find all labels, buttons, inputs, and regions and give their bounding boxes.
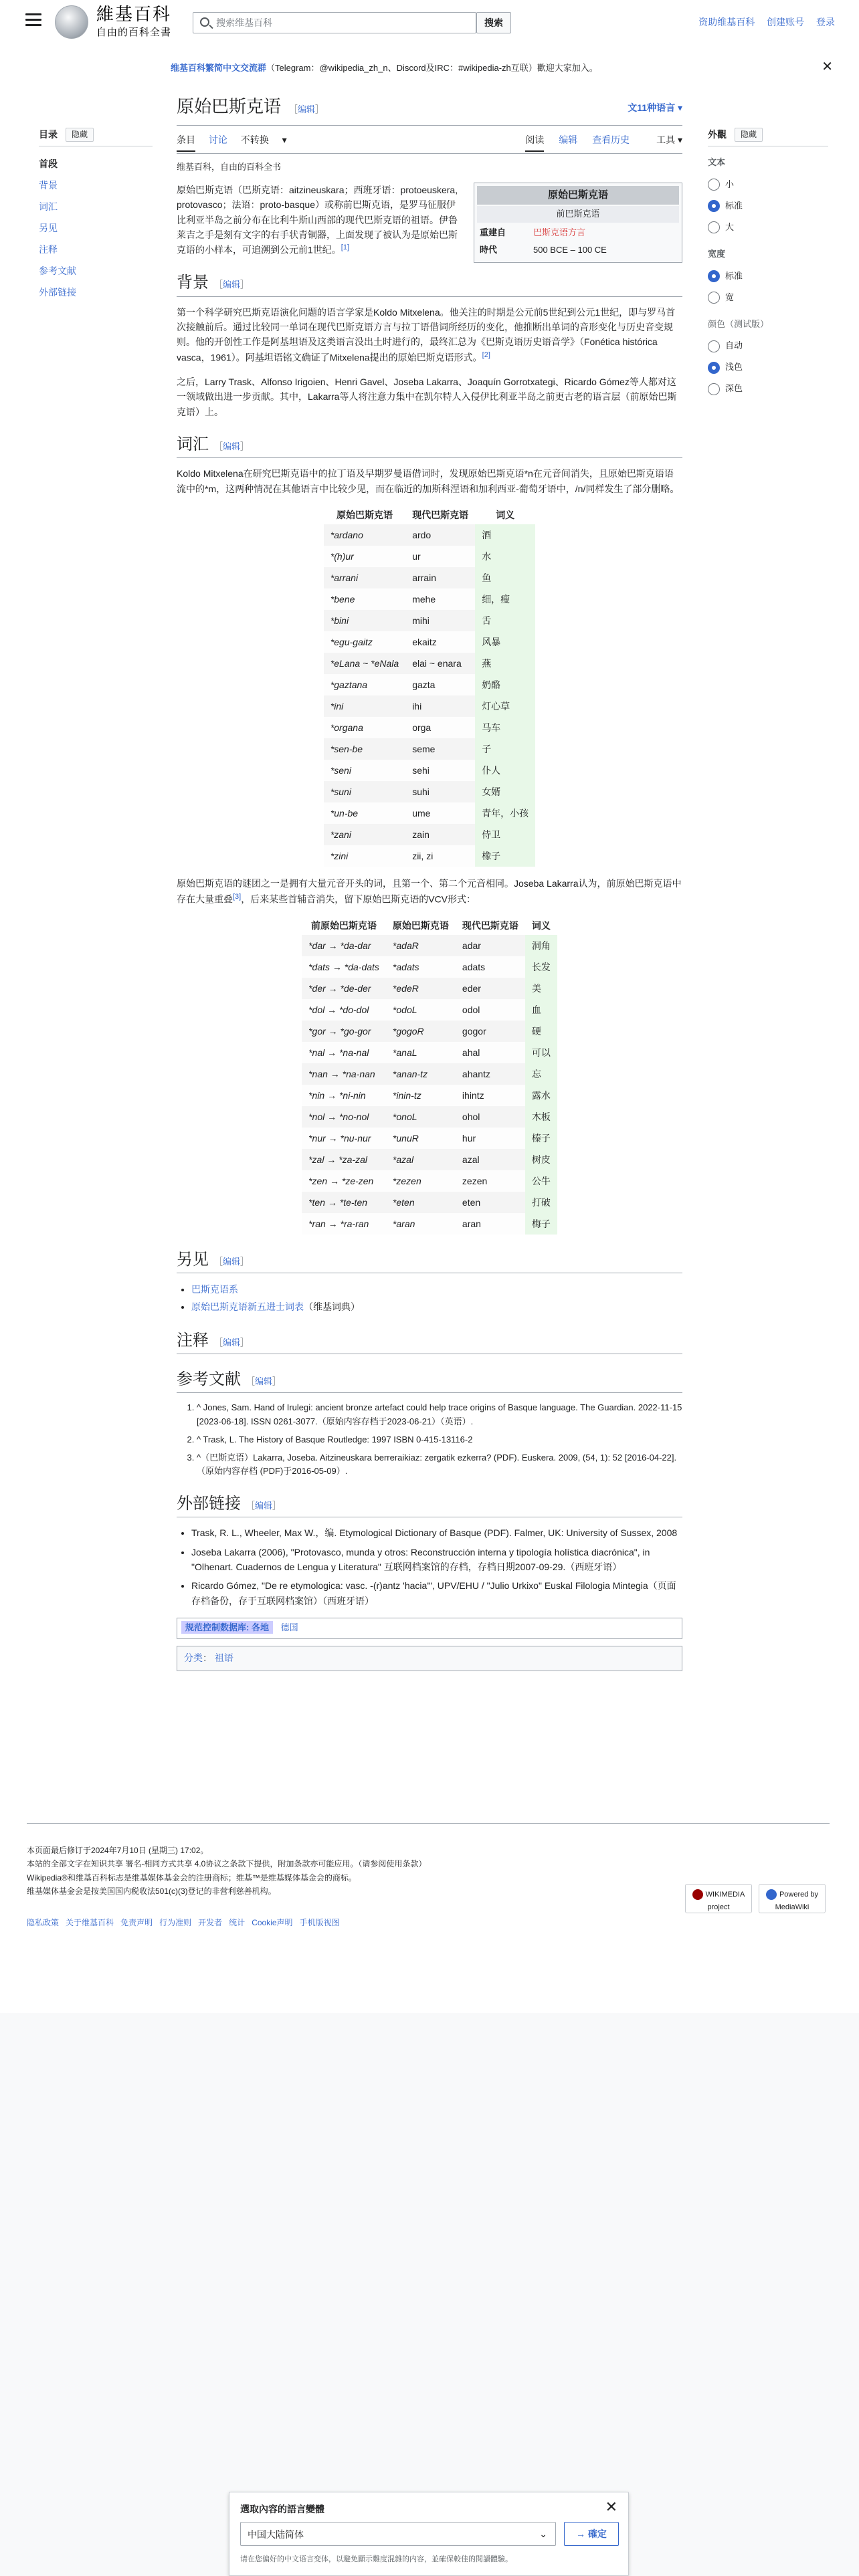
infobox-label: 重建自	[480, 227, 506, 237]
table-cell: *unuR	[386, 1128, 456, 1149]
chevron-down-icon: ⌄	[539, 2529, 547, 2539]
table-cell: *bini	[324, 610, 405, 631]
table-cell: *dar → *da-dar	[302, 935, 386, 956]
search-box	[193, 12, 476, 33]
table-cell: 子	[475, 738, 535, 760]
footer-link[interactable]: 手机版视图	[299, 1917, 340, 1927]
table-row	[324, 738, 535, 760]
table-cell: *arrani	[324, 567, 405, 588]
table-cell: 水	[475, 546, 535, 567]
trademark-text: Wikipedia®和维基百科标志是维基媒体基金会的注册商标；维基™是维基媒体基金会的商标。	[27, 1872, 357, 1883]
external-link-item[interactable]: • Trask, R. L., Wheeler, Max W.，编. Etymological Dictionary of Basque (PDF). Falmer, UK: University of Sussex, 2008	[191, 1525, 682, 1540]
table-row	[302, 1170, 557, 1192]
toc-item-notes[interactable]: 注释	[39, 244, 58, 255]
toc-item-see-also[interactable]: 另见	[39, 223, 58, 234]
table-cell: 燕	[475, 653, 535, 674]
table-cell: eten	[456, 1192, 525, 1213]
radio-color-light[interactable]: 浅色	[708, 357, 828, 379]
table-row	[324, 588, 535, 610]
list-item: • 原始巴斯克语新五进士词表（维基词典）	[191, 1299, 682, 1315]
section-edit-link[interactable]: 编辑	[255, 1501, 273, 1511]
page-title: 原始巴斯克语	[177, 97, 282, 117]
table-row	[324, 567, 535, 588]
language-button[interactable]: 文11种语言 ▾	[628, 102, 682, 113]
table-cell: *un-be	[324, 802, 405, 824]
footer-links	[27, 1916, 830, 1929]
radio-color-auto[interactable]: 自动	[708, 336, 828, 357]
radio-text-standard[interactable]: 标准	[708, 195, 828, 217]
table-cell: zezen	[456, 1170, 525, 1192]
table-cell: seme	[405, 738, 475, 760]
notice-text: （Telegram：@wikipedia_zh_n、Discord及IRC：#wikipedia-zh	[266, 63, 511, 73]
reference-item: 2. ^ Trask, L. The History of Basque Routledge: 1997 ISBN 0-415-13116-2	[197, 1433, 682, 1447]
table-cell: *eLana ~ *eNala	[324, 653, 405, 674]
vocabulary-table	[324, 506, 535, 867]
tagline: 维基百科，自由的百科全书	[177, 162, 282, 172]
appearance-title: 外觀	[708, 129, 727, 140]
confirm-button[interactable]: → 確定	[564, 2522, 619, 2546]
table-cell: *aran	[386, 1213, 456, 1235]
infobox-value-link[interactable]: 巴斯克语方言	[533, 227, 586, 237]
ref-link[interactable]: [1]	[341, 243, 350, 252]
tab-read[interactable]: 阅读	[525, 134, 544, 152]
table-cell: *ardano	[324, 524, 405, 546]
table-row	[324, 653, 535, 674]
section-edit-link[interactable]: 编辑	[223, 441, 241, 451]
table-cell: 露水	[525, 1085, 557, 1106]
toc-item-lead[interactable]: 首段	[39, 158, 58, 170]
table-cell: *sen-be	[324, 738, 405, 760]
language-variant-dialog	[229, 2492, 629, 2576]
tools-menu[interactable]: 工具 ▾	[656, 134, 682, 145]
table-header: 前原始巴斯克语	[302, 916, 386, 935]
table-header: 现代巴斯克语	[405, 506, 475, 524]
infobox-title: 原始巴斯克语	[477, 186, 679, 205]
table-cell: *odoL	[386, 999, 456, 1021]
tab-talk[interactable]: 讨论	[208, 134, 227, 145]
section-heading-references: 参考文献 ［编辑］	[177, 1369, 682, 1393]
table-row	[324, 524, 535, 546]
mediawiki-badge[interactable]: Powered by MediaWiki	[759, 1884, 826, 1913]
radio-width-standard[interactable]: 标准	[708, 265, 828, 287]
table-cell: *azal	[386, 1149, 456, 1170]
reference-item: 1. ^ Jones, Sam. Hand of Irulegi: ancient bronze artefact could help trace origins of Basque language. The Guardian. 2022-11-15 [2023-06-18]. ISSN 0261-3077.（原始内容存档于2023-06-21）（英语）.	[197, 1401, 682, 1429]
table-cell: 奶酪	[475, 674, 535, 695]
table-cell: 可以	[525, 1042, 557, 1063]
site-title[interactable]: 維基百科	[96, 5, 172, 25]
table-cell: *bene	[324, 588, 405, 610]
width-label: 宽度	[708, 249, 726, 259]
table-cell: sehi	[405, 760, 475, 781]
table-cell: 女婿	[475, 781, 535, 802]
table-cell: *edeR	[386, 978, 456, 999]
section-edit-link[interactable]: 编辑	[223, 280, 241, 290]
table-cell: ahal	[456, 1042, 525, 1063]
footer-link[interactable]: 免责声明	[120, 1917, 153, 1927]
see-also-link[interactable]: 原始巴斯克语新五进士词表	[191, 1301, 304, 1312]
table-cell: 忘	[525, 1063, 557, 1085]
table-row	[302, 1128, 557, 1149]
tab-variant[interactable]: 不转换 ▾	[240, 134, 287, 145]
table-of-contents	[39, 127, 153, 303]
table-cell: mihi	[405, 610, 475, 631]
table-row	[324, 674, 535, 695]
table-cell: *gaztana	[324, 674, 405, 695]
personal-tools	[689, 15, 835, 29]
radio-width-wide[interactable]: 宽	[708, 287, 828, 308]
table-cell: azal	[456, 1149, 525, 1170]
footer-link[interactable]: 隐私政策	[27, 1917, 60, 1927]
table-cell: orga	[405, 717, 475, 738]
table-row	[302, 1213, 557, 1235]
donate-link[interactable]: 资助维基百科	[698, 17, 755, 27]
tab-edit[interactable]: 编辑	[559, 134, 578, 145]
text-size-label: 文本	[708, 157, 726, 168]
table-cell: elai ~ enara	[405, 653, 475, 674]
login-link[interactable]: 登录	[816, 17, 835, 27]
footer-link[interactable]: 关于维基百科	[66, 1917, 114, 1927]
table-cell: ardo	[405, 524, 475, 546]
background-paragraph-2: 之后，Larry Trask、Alfonso Irigoien、Henri Gavel、Joseba Lakarra、Joaquín Gorrotxategi、Ricardo Gómez等人都对这一领域做出进一步贡献。其中，Lakarra等人将注意力集中在凯尔特人入侵伊比利亚半岛之前更古老的语言层（前原始巴斯克语）上。	[177, 376, 677, 417]
category-links: 分类： 祖语	[177, 1646, 682, 1671]
mediawiki-logo-icon	[766, 1889, 777, 1900]
table-cell: ahantz	[456, 1063, 525, 1085]
section-edit-link[interactable]: 编辑	[255, 1376, 273, 1386]
table-cell: 打破	[525, 1192, 557, 1213]
footer-link[interactable]: 统计	[229, 1917, 246, 1927]
table-cell: *adaR	[386, 935, 456, 956]
table-cell: ohol	[456, 1106, 525, 1128]
table-row	[324, 802, 535, 824]
table-cell: eder	[456, 978, 525, 999]
appearance-hide-button[interactable]: 隐藏	[735, 128, 763, 142]
table-row	[324, 717, 535, 738]
table-cell: 风暴	[475, 631, 535, 653]
notice-group-link[interactable]: 维基百科繁简中文交流群	[171, 63, 267, 73]
table-cell: 青年，小孩	[475, 802, 535, 824]
table-row	[302, 999, 557, 1021]
radio-color-dark[interactable]: 深色	[708, 379, 828, 400]
table-cell: 侍卫	[475, 824, 535, 845]
table-cell: ur	[405, 546, 475, 567]
table-cell: 灯心草	[475, 695, 535, 717]
table-row	[302, 1085, 557, 1106]
table-cell: hur	[456, 1128, 525, 1149]
variant-select[interactable]: 中国大陆简体 ⌄	[240, 2522, 556, 2546]
list-item	[191, 1281, 682, 1298]
site-header	[0, 0, 859, 47]
table-cell: arrain	[405, 567, 475, 588]
table-row	[302, 1192, 557, 1213]
table-row	[324, 610, 535, 631]
dialog-title: 選取內容的語言變體	[240, 2504, 324, 2514]
page-footer	[27, 1823, 830, 1929]
intro-paragraph: 原始巴斯克语（巴斯克语：aitzineuskara；西班牙语：protoeuskera, protovasco；法语：proto-basque）或称前巴斯克语，是罗马征服伊比利亚半岛之前分布在比利牛斯山西部的现代巴斯克语的祖语。伊鲁莱吉之手是刻有文字的右手状青铜器，上面发现了被认为是原始巴斯克语的小样本，可追溯到公元前1世纪。[1]	[177, 184, 458, 256]
table-row	[302, 1149, 557, 1170]
toc-item-external-links[interactable]: 外部链接	[39, 287, 76, 298]
table-cell: *zezen	[386, 1170, 456, 1192]
table-cell: 榛子	[525, 1128, 557, 1149]
vocabulary-paragraph-1: Koldo Mitxelena在研究巴斯克语中的拉丁语及早期罗曼语借词时，发现原始巴斯克语*n在元音间消失，且原始巴斯克语语流中的*m，这两种情况在其他语言中比较少见，而在临近的加斯科涅语和加利西亚-葡萄牙语中，/n/同样发生了部分删略。	[177, 468, 680, 494]
section-edit-link[interactable]: 编辑	[223, 1257, 241, 1267]
table-cell: *zani	[324, 824, 405, 845]
wikimedia-logo-icon	[692, 1889, 703, 1900]
table-row	[324, 781, 535, 802]
table-cell: *organa	[324, 717, 405, 738]
authority-link[interactable]: 德国	[280, 1622, 298, 1633]
search-icon	[200, 17, 209, 27]
background-paragraph-1: 第一个科学研究巴斯克语演化问题的语言学家是Koldo Mitxelena。他关注的时期是公元前5世纪到公元1世纪，即与罗马首次接触前后。通过比较同一单词在现代巴斯克语方言与拉丁语借词所经历的变化，他推断出单词的音形变化与历史音变规则。他的开创性工作是阿基坦语及这类语言没出土时进行的，最终汇总为《巴斯克语历史语音学》（Fonética histórica vasca，1961）。阿基坦语铭文确证了Mitxelena提出的原始巴斯克语形式。[2]	[177, 306, 676, 363]
infobox-value: 500 BCE – 100 CE	[533, 245, 607, 255]
table-header: 词义	[525, 916, 557, 935]
toc-item-vocabulary[interactable]: 词汇	[39, 201, 58, 213]
table-cell: *nal → *na-nal	[302, 1042, 386, 1063]
table-cell: *seni	[324, 760, 405, 781]
search-button[interactable]: 搜索	[476, 12, 511, 33]
table-cell: *eten	[386, 1192, 456, 1213]
categories-label[interactable]: 分类	[184, 1652, 203, 1664]
foundation-text: 维基媒体基金会是按美国国内税收法501(c)(3)登记的非营利慈善机构。	[27, 1887, 276, 1897]
toc-item-references[interactable]: 参考文献	[39, 265, 76, 277]
table-cell: *onoL	[386, 1106, 456, 1128]
wikimedia-badge[interactable]: WIKIMEDIA project	[685, 1884, 752, 1913]
table-cell: ihintz	[456, 1085, 525, 1106]
table-cell: *zen → *ze-zen	[302, 1170, 386, 1192]
table-cell: mehe	[405, 588, 475, 610]
table-cell: 细，瘦	[475, 588, 535, 610]
table-cell: 仆人	[475, 760, 535, 781]
external-link-item[interactable]: • Joseba Lakarra (2006), "Protovasco, munda y otros: Reconstrucción interna y tipología holística diacrónica", in "Olhenart. Cuadernos de Lengua y Literatura" 互联网档案馆的存档，存档日期2007-09-29.（西班牙语）	[191, 1545, 682, 1575]
table-cell: *egu-gaitz	[324, 631, 405, 653]
table-cell: *zal → *za-zal	[302, 1149, 386, 1170]
table-cell: *dats → *da-dats	[302, 956, 386, 978]
table-cell: *inin-tz	[386, 1085, 456, 1106]
title-edit-link[interactable]: 编辑	[297, 104, 315, 114]
table-cell: 长发	[525, 956, 557, 978]
table-header: 现代巴斯克语	[456, 916, 525, 935]
table-row	[302, 1042, 557, 1063]
notice-suffix: 互联）歡迎大家加入。	[510, 63, 598, 73]
table-header: 原始巴斯克语	[324, 506, 405, 524]
table-cell: *gor → *go-gor	[302, 1021, 386, 1042]
infobox	[474, 183, 682, 263]
table-row	[302, 935, 557, 956]
section-heading-vocabulary: 词汇 ［编辑］	[177, 434, 682, 458]
site-subtitle: 自由的百科全書	[96, 26, 172, 38]
table-cell: *ran → *ra-ran	[302, 1213, 386, 1235]
radio-text-large[interactable]: 大	[708, 217, 828, 238]
table-cell: 梅子	[525, 1213, 557, 1235]
table-cell: 洞角	[525, 935, 557, 956]
tab-article[interactable]: 条目	[177, 134, 195, 152]
table-cell: 橡子	[475, 845, 535, 867]
footer-link[interactable]: Cookie声明	[252, 1917, 293, 1927]
tab-history[interactable]: 查看历史	[592, 134, 630, 145]
section-heading-notes: 注释 ［编辑］	[177, 1330, 682, 1354]
table-cell: 马车	[475, 717, 535, 738]
table-row	[302, 1063, 557, 1085]
language-count: 11种语言	[637, 102, 676, 113]
section-heading-see-also: 另见 ［编辑］	[177, 1249, 682, 1273]
close-icon[interactable]: ✕	[605, 2498, 617, 2515]
table-cell: aran	[456, 1213, 525, 1235]
table-cell: 木板	[525, 1106, 557, 1128]
table-cell: 血	[525, 999, 557, 1021]
table-cell: *nol → *no-nol	[302, 1106, 386, 1128]
table-row	[324, 631, 535, 653]
infobox-subtitle: 前巴斯克语	[477, 206, 679, 223]
table-cell: 美	[525, 978, 557, 999]
external-link-item[interactable]: • Ricardo Gómez, "De re etymologica: vasc. -(r)antz 'hacia'", UPV/EHU / "Julio Urkixo" Euskal Filologia Mintegia（页面存档备份，存于互联网档案馆）（西班牙语）	[191, 1578, 682, 1608]
table-cell: *suni	[324, 781, 405, 802]
create-account-link[interactable]: 创建账号	[767, 17, 805, 27]
table-cell: 公牛	[525, 1170, 557, 1192]
table-cell: *nin → *ni-nin	[302, 1085, 386, 1106]
color-label: 颜色（测试版）	[708, 318, 769, 329]
infobox-label: 時代	[480, 245, 498, 255]
section-heading-background: 背景 ［编辑］	[177, 272, 682, 296]
table-cell: *adats	[386, 956, 456, 978]
table-row	[302, 1021, 557, 1042]
section-edit-link[interactable]: 编辑	[223, 1337, 241, 1348]
see-also-list	[177, 1281, 682, 1315]
table-row	[324, 824, 535, 845]
table-header: 原始巴斯克语	[386, 916, 456, 935]
table-cell: *(h)ur	[324, 546, 405, 567]
table-cell: 酒	[475, 524, 535, 546]
external-links-list	[177, 1525, 682, 1608]
radio-text-small[interactable]: 小	[708, 174, 828, 195]
footer-link[interactable]: 行为准则	[159, 1917, 192, 1927]
table-cell: *der → *de-der	[302, 978, 386, 999]
toc-item-background[interactable]: 背景	[39, 180, 58, 191]
table-cell: 树皮	[525, 1149, 557, 1170]
authority-control	[177, 1618, 682, 1639]
reference-list	[177, 1401, 682, 1479]
table-cell: suhi	[405, 781, 475, 802]
table-cell: 舌	[475, 610, 535, 631]
table-cell: *anan-tz	[386, 1063, 456, 1085]
ref-link[interactable]: [2]	[482, 350, 490, 359]
reference-item: 3. ^（巴斯克语）Lakarra, Joseba. Aitzineuskara berreraikiaz: zergatik ezkerra? (PDF). Euskera. 2009, (54, 1): 52 [2016-04-22].（原始内容存档 (PDF)于2016-05-09）.	[197, 1451, 682, 1479]
main-menu-icon[interactable]	[25, 13, 41, 27]
table-row	[324, 760, 535, 781]
ref-link[interactable]: [3]	[233, 892, 242, 901]
vocabulary-paragraph-2: 原始巴斯克语的谜团之一是拥有大量元音开头的词，且第一个、第二个元音相同。Joseba Lakarra认为，前原始巴斯克语中存在大量重叠[3]，后来某些首辅音消失，留下原始巴斯克语的VCV形式：	[177, 878, 682, 905]
wikipedia-globe-logo[interactable]	[55, 5, 88, 39]
table-row	[302, 978, 557, 999]
toc-title: 目录	[39, 129, 58, 140]
table-cell: odol	[456, 999, 525, 1021]
table-cell: ihi	[405, 695, 475, 717]
table-row	[302, 956, 557, 978]
see-also-link[interactable]: 巴斯克语系	[191, 1284, 238, 1295]
last-modified: 本页面最后修订于2024年7月10日 (星期三) 17:02。	[27, 1846, 209, 1855]
table-cell: zain	[405, 824, 475, 845]
table-cell: 硬	[525, 1021, 557, 1042]
table-row	[324, 845, 535, 867]
table-row	[324, 695, 535, 717]
section-heading-external-links: 外部链接 ［编辑］	[177, 1493, 682, 1517]
table-header: 词义	[475, 506, 535, 524]
toc-hide-button[interactable]: 隐藏	[66, 128, 94, 142]
page-tabs	[177, 126, 682, 154]
table-row	[324, 546, 535, 567]
table-cell: *nan → *na-nan	[302, 1063, 386, 1085]
table-cell: 鱼	[475, 567, 535, 588]
table-cell: ekaitz	[405, 631, 475, 653]
table-row	[302, 1106, 557, 1128]
site-notice	[171, 62, 833, 79]
authority-label[interactable]: 规范控制数据库: 各地	[181, 1621, 273, 1634]
article-content: 原始巴斯克语 ［编辑］ 文11种语言 ▾ 条目 讨论 不转换 ▾ 阅读 编辑 查看历史 工具 ▾ 维基百科，自由的百科全书 原始巴斯克语 前巴斯克语 重建自 巴斯克语方言 時代 500 BCE – 100 CE 原始巴斯克语（巴斯克语：aitzineuskara；西班牙语：protoeuskera, protovasco；法语：proto-basque）或称前巴斯克语，是罗马征服伊比利亚半岛之前分布在比利牛斯山西部的现代巴斯克语的祖语。伊鲁莱吉之手是刻有文字的右手状青铜器，上面发现了被认为是原始巴斯克语的小样本，可追溯到公元前1世纪。[1] 背景 ［编辑］ 第一个科学研究巴斯克语演化问题的语言学家是Koldo Mitxelena。他关注的时期是公元前5世纪到公元1世纪，即与罗马首次接触前后。通过比较同一单词在现代巴斯克语方言与拉丁语借词所经历的变化，他推断出单词的音形变化与历史音变规则。他的开创性工作是阿基坦语及这类语言没出土时进行的，最终汇总为《巴斯克语历史语音学》（Fonética histórica vasca，1961）。阿基坦语铭文确证了Mitxelena提出的原始巴斯克语形式。[2] 之后，Larry Trask、Alfonso Irigoien、Henri Gavel、Joseba Lakarra、Joaquín Gorrotxategi、Ricardo Gómez等人都对这一领域做出进一步贡献。其中，Lakarra等人将注意力集中在凯尔特人入侵伊比利亚半岛之前更古老的语言层（前原始巴斯克语）上。 词汇 ［编辑］ Koldo Mitxelena在研究巴斯克语中的拉丁语及早期罗曼语借词时，发现原始巴斯克语*n在元音间消失，且原始巴斯克语语流中的*m，这两种情况在其他语言中比较少见，而在临近的加斯科涅语和加利西亚-葡萄牙语中，/n/同样发生了部分删略。 原始巴斯克语 现代巴斯克语 词义 *ardano ardo 酒 *(h)ur ur 水 *arrani arrain 鱼 *bene mehe 细，瘦 *bini mihi 舌 *egu-gaitz ekaitz 风暴 *eLana ~ *eNala elai ~ enara 燕 *gaztana gazta 奶酪 *ini ihi 灯心草 *organa orga 马车 *sen-be seme 子 *seni sehi 仆人 *suni suhi 女婿 *un-be ume 青年，小孩 *zani zain 侍卫 *zini zii, zi 橡子 原始巴斯克语的谜团之一是拥有大量元音开头的词，且第一个、第二个元音相同。Joseba Lakarra认为，前原始巴斯克语中存在大量重叠[3]，后来某些首辅音消失，留下原始巴斯克语的VCV形式： 前原始巴斯克语 原始巴斯克语 现代巴斯克语 词义 *dar → *da-dar *adaR adar 洞角 *dats → *da-dats *adats adats 长发 *der → *de-der *edeR eder 美 *dol → *do-dol *odoL odol 血 *gor → *go-gor *gogoR gogor 硬 *nal → *na-nal *anaL ahal 可以 *nan → *na-nan *anan-tz ahantz 忘 *nin → *ni-nin *inin-tz ihintz 露水 *nol → *no-nol *onoL ohol 木板 *nur → *nu-nur *unuR hur 榛子 *zal → *za-zal *azal azal 树皮 *zen → *ze-zen *zezen zezen 公牛 *ten → *te-ten *eten eten 打破 *ran → *ra-ran *aran aran 梅子 另见 ［编辑］ • 巴斯克语系 • 原始巴斯克语新五进士词表（维基词典） 注释 ［编辑］ 参考文献 ［编辑］ 1. ^ Jones, Sam. Hand of Irulegi: ancient bronze artefact could help trace origins of Basque language. The Guardian. 2022-11-15 [2023-06-18]. ISSN 0261-3077.（原始内容存档于2023-06-21）（英语）. 2. ^ Trask, L. The History of Basque Routledge: 1997 ISBN 0-415-13116-2 3. ^（巴斯克语）Lakarra, Joseba. Aitzineuskara berreraikiaz: zergatik ezkerra? (PDF). Euskera. 2009, (54, 1): 52 [2016-04-22].（原始内容存档 (PDF)于2016-05-09）. 外部链接 ［编辑］ • Trask, R. L., Wheeler, Max W.，编. Etymological Dictionary of Basque (PDF). Falmer, UK: University of Sussex, 2008 • Joseba Lakarra (2006), "Protovasco, munda y otros: Reconstrucción interna y tipología holística diacrónica", in "Olhenart. Cuadernos de Lengua y Literatura" 互联网档案馆的存档，存档日期2007-09-29.（西班牙语） • Ricardo Gómez, "De re etymologica: vasc. -(r)antz 'hacia'", UPV/EHU / "Julio Urkixo" Euskal Filologia Mintegia（页面存档备份，存于互联网档案馆）（西班牙语） 规范控制数据库: 各地 德国 分类： 祖语	[177, 94, 682, 1671]
table-cell: *anaL	[386, 1042, 456, 1063]
reduplication-table	[302, 916, 557, 1235]
close-icon[interactable]: ✕	[822, 60, 833, 74]
table-cell: *nur → *nu-nur	[302, 1128, 386, 1149]
table-cell: *gogoR	[386, 1021, 456, 1042]
table-cell: zii, zi	[405, 845, 475, 867]
table-cell: *ten → *te-ten	[302, 1192, 386, 1213]
table-cell: adats	[456, 956, 525, 978]
category-link[interactable]: 祖语	[214, 1652, 233, 1664]
table-cell: gogor	[456, 1021, 525, 1042]
table-cell: *zini	[324, 845, 405, 867]
search-input[interactable]	[216, 15, 470, 30]
footer-link[interactable]: 开发者	[198, 1917, 223, 1927]
table-cell: *ini	[324, 695, 405, 717]
appearance-panel	[708, 127, 828, 400]
table-cell: gazta	[405, 674, 475, 695]
table-cell: adar	[456, 935, 525, 956]
dialog-note: 请在您偏好的中文语言变体，以避免顯示難度混雜的内容，並確保較佳的閱讀體驗。	[240, 2555, 512, 2563]
table-cell: *dol → *do-dol	[302, 999, 386, 1021]
table-cell: ume	[405, 802, 475, 824]
license-text: 本站的全部文字在知识共享 署名-相同方式共享 4.0协议之条款下提供，附加条款亦可能应用。（请参阅使用条款）	[27, 1859, 427, 1869]
